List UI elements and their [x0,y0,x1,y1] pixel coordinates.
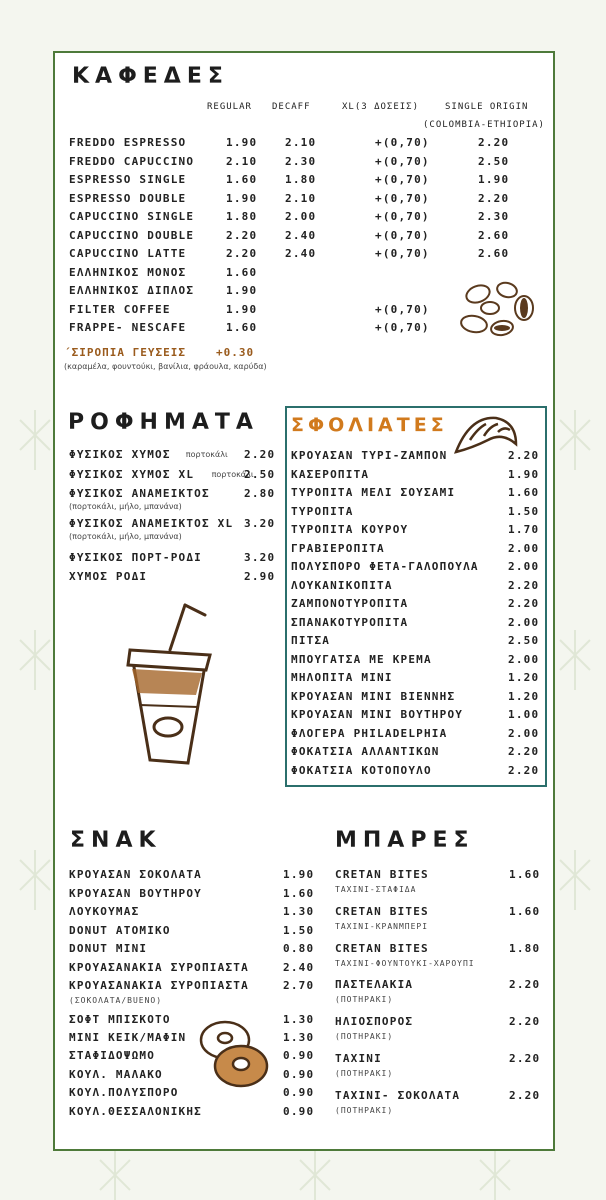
pastry-item-price: 2.20 [508,597,540,610]
snack-item-name: ΚΡΟΥΑΣΑΝ ΣΟΚΟΛΑΤΑ [69,868,202,881]
bar-item-sub: (ΠΟΤΗΡΑΚΙ) [335,1032,394,1042]
pastry-item-price: 2.20 [508,449,540,462]
pastry-item-price: 1.90 [508,467,540,481]
pastries-section-title: ΣΦΟΛΙΑΤΕΣ [291,414,448,436]
bar-item-sub: (ΠΟΤΗΡΑΚΙ) [335,1105,394,1115]
juice-cup-icon [110,595,230,775]
drink-item-price: 3.20 [244,517,276,530]
coffee-price-regular: 2.10 [226,154,258,168]
drink-item-sub: (πορτοκάλι, μήλο, μπανάνα) [69,502,182,511]
coffee-item-name: ESPRESSO SINGLE [69,173,187,186]
coffee-price-single: 2.60 [478,247,510,260]
snack-item-price: 1.30 [283,1013,315,1026]
bar-item-sub: ΤΑΧΙΝΙ-ΣΤΑΦΙΔΑ [335,885,417,894]
snack-item-price: 0.90 [283,1049,315,1062]
pastry-item-name: ΖΑΜΠΟΝΟΤΥΡΟΠΙΤΑ [291,597,409,610]
drink-item-price: 3.20 [244,551,276,564]
header-origin-note: (COLOMBIA-ETHIOPIA) [423,120,545,130]
drinks-section-title: ΡΟΦΗΜΑΤΑ [68,410,259,435]
snack-item-price: 2.70 [283,979,315,992]
pastry-item-name: ΛΟΥΚΑΝΙΚΟΠΙΤΑ [291,578,393,592]
coffee-price-single: 2.20 [478,136,510,149]
bar-item-price: 2.20 [509,978,541,992]
coffee-price-regular: 1.90 [226,302,258,316]
coffee-price-decaff: 2.10 [285,136,317,149]
snack-item-price: 1.30 [283,905,315,918]
pastry-item-price: 1.50 [508,504,540,518]
snack-item-name: ΚΟΥΛ. ΜΑΛΑΚΟ [69,1068,163,1081]
pastry-item-price: 2.00 [508,615,540,629]
coffee-price-xl: +(0,70) [375,321,430,334]
header-single-origin: SINGLE ORIGIN [445,102,529,112]
syrup-price: +0.30 [216,346,255,359]
snack-item-price: 1.30 [283,1031,315,1044]
pastry-item-name: ΚΡΟΥΑΣΑΝ ΜΙΝΙ ΒΙΕΝΝΗΣ [291,689,456,703]
pastry-item-price: 2.00 [508,652,540,666]
pastry-item-price: 2.00 [508,726,540,740]
bar-item-sub: ΤΑΧΙΝΙ-ΚΡΑΝΜΠΕΡΙ [335,921,429,931]
snack-item-price: 1.90 [283,868,315,881]
drink-item-note: πορτοκάλι [185,450,228,459]
coffee-price-single: 2.50 [478,154,510,168]
coffee-price-decaff: 2.00 [285,210,317,223]
coffee-price-regular: 1.60 [226,321,258,334]
snack-item-name: DONUT MINI [69,942,148,955]
coffee-beans-icon [452,276,542,346]
coffee-item-name: ESPRESSO DOUBLE [69,191,187,205]
coffee-price-regular: 1.90 [226,191,258,205]
drink-item-price: 2.50 [244,468,276,481]
bar-item-price: 1.60 [509,904,541,918]
snack-item-name: ΚΟΥΛ.ΠΟΛΥΣΠΟΡΟ [69,1086,179,1099]
coffee-price-xl: +(0,70) [375,154,430,168]
pastry-item-name: ΚΑΣΕΡΟΠΙΤΑ [291,467,370,481]
coffee-item-name: CAPUCCINO DOUBLE [69,228,195,242]
bar-item-price: 1.60 [509,868,541,881]
coffee-price-regular: 2.20 [226,228,258,242]
coffee-price-xl: +(0,70) [375,173,430,186]
coffee-section-title: ΚΑΦΕΔΕΣ [72,64,229,89]
pastry-item-name: ΠΟΛΥΣΠΟΡΟ ΦΕΤΑ-ΓΑΛΟΠΟΥΛΑ [291,560,479,573]
bar-item-sub: ΤΑΧΙΝΙ-ΦΟΥΝΤΟΥΚΙ-ΧΑΡΟΥΠΙ [335,958,475,968]
syrup-label: ΄ΣΙΡΟΠΙΑ ΓΕΥΣΕΙΣ [64,346,186,359]
pastry-item-price: 2.20 [508,745,540,758]
coffee-price-single: 2.30 [478,210,510,223]
coffee-item-name: FRAPPE- NESCAFE [69,321,187,334]
drink-item-price: 2.20 [244,448,276,461]
bar-item-name: ΤΑΧΙΝΙ- ΣΟΚΟΛΑΤΑ [335,1088,461,1102]
pastry-item-name: ΤΥΡΟΠΙΤΑ ΜΕΛΙ ΣΟΥΣΑΜΙ [291,486,456,499]
coffee-price-xl: +(0,70) [375,302,430,316]
snack-item-price: 1.60 [283,887,315,900]
coffee-price-decaff: 2.30 [285,154,317,168]
pastry-item-name: ΜΗΛΟΠΙΤΑ ΜΙΝΙ [291,671,393,684]
drink-item-note: πορτοκάλι [211,470,254,479]
pastry-item-price: 2.00 [508,560,540,573]
header-regular: REGULAR [207,102,252,112]
coffee-item-name: FREDDO ESPRESSO [69,136,187,149]
coffee-price-single: 1.90 [478,173,510,186]
coffee-price-decaff: 2.10 [285,191,317,205]
snack-item-name: ΣΤΑΦΙΔΟΨΩΜΟ [69,1049,156,1062]
snacks-section-title: ΣΝΑΚ [70,828,162,853]
donuts-icon [195,1012,275,1092]
drink-item-name: ΦΥΣΙΚΟΣ ΑΝΑΜΕΙΚΤΟΣ [69,487,210,500]
pastry-item-name: ΜΠΟΥΓΑΤΣΑ ΜΕ ΚΡΕΜΑ [291,652,432,666]
bar-item-name: CRETAN BITES [335,941,429,955]
pastry-item-name: ΚΡΟΥΑΣΑΝ ΤΥΡΙ-ΖΑΜΠΟΝ [291,449,448,462]
pastry-item-name: ΠΙΤΣΑ [291,634,331,647]
bar-item-name: CRETAN BITES [335,868,429,881]
pastry-item-name: ΚΡΟΥΑΣΑΝ ΜΙΝΙ ΒΟΥΤΗΡΟΥ [291,708,464,721]
drink-item-name: ΦΥΣΙΚΟΣ ΧΥΜΟΣ [69,448,171,461]
coffee-price-xl: +(0,70) [375,247,430,260]
coffee-price-regular: 1.90 [226,284,258,297]
bar-item-name: CRETAN BITES [335,904,429,918]
snack-item-name: DONUT ΑΤΟΜΙΚΟ [69,924,171,937]
bar-item-sub: (ΠΟΤΗΡΑΚΙ) [335,1069,394,1078]
pastry-item-price: 2.20 [508,578,540,592]
bar-item-name: ΠΑΣΤΕΛΑΚΙΑ [335,978,414,992]
coffee-price-single: 2.60 [478,228,510,242]
pastry-item-name: ΦΛΟΓΕΡΑ PHILADELPHIA [291,726,448,740]
coffee-item-name: CAPUCCINO SINGLE [69,210,195,223]
coffee-item-name: CAPUCCINO LATTE [69,247,187,260]
coffee-price-regular: 1.80 [226,210,258,223]
header-decaff: DECAFF [272,102,311,112]
coffee-item-name: ΕΛΛΗΝΙΚΟΣ ΔΙΠΛΟΣ [69,284,195,297]
syrup-flavors: (καραμέλα, φουντούκι, βανίλια, φράουλα, καρύδα) [64,362,267,371]
bar-item-price: 1.80 [509,941,541,955]
snack-item-price: 2.40 [283,961,315,974]
snack-item-name: ΚΡΟΥΑΣΑΝ ΒΟΥΤΗΡΟΥ [69,887,202,900]
drink-item-price: 2.80 [244,487,276,500]
drink-item-name: ΧΥΜΟΣ ΡΟΔΙ [69,570,148,583]
bar-item-price: 2.20 [509,1052,541,1065]
coffee-price-regular: 2.20 [226,247,258,260]
pastry-item-name: ΦΟΚΑΤΣΙΑ ΚΟΤΟΠΟΥΛΟ [291,763,432,777]
coffee-price-xl: +(0,70) [375,191,430,205]
pastry-item-name: ΤΥΡΟΠΙΤΑ [291,504,354,518]
header-xl: XL(3 ΔΟΣΕΙΣ) [342,102,420,112]
pastry-item-price: 2.20 [508,763,540,777]
snack-item-price: 1.50 [283,924,315,937]
coffee-price-decaff: 2.40 [285,228,317,242]
pastry-item-price: 1.60 [508,486,540,499]
pastry-item-name: ΦΟΚΑΤΣΙΑ ΑΛΛΑΝΤΙΚΩΝ [291,745,440,758]
snack-item-name: ΜΙΝΙ ΚΕΙΚ/ΜΑΦΙΝ [69,1031,187,1044]
snack-item-name: ΚΡΟΥΑΣΑΝΑΚΙΑ ΣΥΡΟΠΙΑΣΤΑ [69,979,249,992]
snack-item-name: ΛΟΥΚΟΥΜΑΣ [69,905,140,918]
bar-item-price: 2.20 [509,1015,541,1029]
drink-item-name: ΦΥΣΙΚΟΣ ΑΝΑΜΕΙΚΤΟΣ XL [69,517,234,530]
pastry-item-price: 1.20 [508,671,540,684]
snack-item-name: ΚΡΟΥΑΣΑΝΑΚΙΑ ΣΥΡΟΠΙΑΣΤΑ [69,961,249,974]
coffee-price-xl: +(0,70) [375,136,430,149]
drink-item-name: ΦΥΣΙΚΟΣ ΧΥΜΟΣ XL [69,468,195,481]
drink-item-sub: (πορτοκάλι, μήλο, μπανάνα) [69,532,182,541]
pastry-item-price: 1.70 [508,523,540,536]
snack-item-name: ΣΟΦΤ ΜΠΙΣΚΟΤΟ [69,1013,171,1026]
snack-item-price: 0.90 [283,1105,315,1118]
pastry-item-name: ΓΡΑΒΙΕΡΟΠΙΤΑ [291,541,385,555]
bar-item-name: ΗΛΙΟΣΠΟΡΟΣ [335,1015,414,1029]
bar-item-price: 2.20 [509,1088,541,1102]
drink-item-name: ΦΥΣΙΚΟΣ ΠΟΡΤ-ΡΟΔΙ [69,551,202,564]
snack-item-name: ΚΟΥΛ.ΘΕΣΣΑΛΟΝΙΚΗΣ [69,1105,202,1118]
pastry-item-name: ΣΠΑΝΑΚΟΤΥΡΟΠΙΤΑ [291,615,409,629]
coffee-item-name: FREDDO CAPUCCINO [69,154,195,168]
coffee-price-decaff: 1.80 [285,173,317,186]
coffee-price-regular: 1.90 [226,136,258,149]
coffee-price-xl: +(0,70) [375,210,430,223]
coffee-price-regular: 1.60 [226,265,258,279]
pastry-item-price: 2.00 [508,541,540,555]
coffee-price-regular: 1.60 [226,173,258,186]
coffee-price-xl: +(0,70) [375,228,430,242]
pastry-item-price: 2.50 [508,634,540,647]
pastry-item-price: 1.00 [508,708,540,721]
pastry-item-price: 1.20 [508,689,540,703]
bars-section-title: ΜΠΑΡΕΣ [335,828,475,853]
snack-item-price: 0.90 [283,1068,315,1081]
snack-item-price: 0.90 [283,1086,315,1099]
coffee-item-name: ΕΛΛΗΝΙΚΟΣ ΜΟΝΟΣ [69,265,187,279]
drink-item-price: 2.90 [244,570,276,583]
coffee-item-name: FILTER COFFEE [69,302,171,316]
bar-item-name: ΤΑΧΙΝΙ [335,1052,382,1065]
coffee-price-single: 2.20 [478,191,510,205]
snack-item-sub: (ΣΟΚΟΛΑΤΑ/BUENO) [69,996,163,1005]
pastry-item-name: ΤΥΡΟΠΙΤΑ ΚΟΥΡΟΥ [291,523,409,536]
coffee-price-decaff: 2.40 [285,247,317,260]
snack-item-price: 0.80 [283,942,315,955]
bar-item-sub: (ΠΟΤΗΡΑΚΙ) [335,995,394,1005]
